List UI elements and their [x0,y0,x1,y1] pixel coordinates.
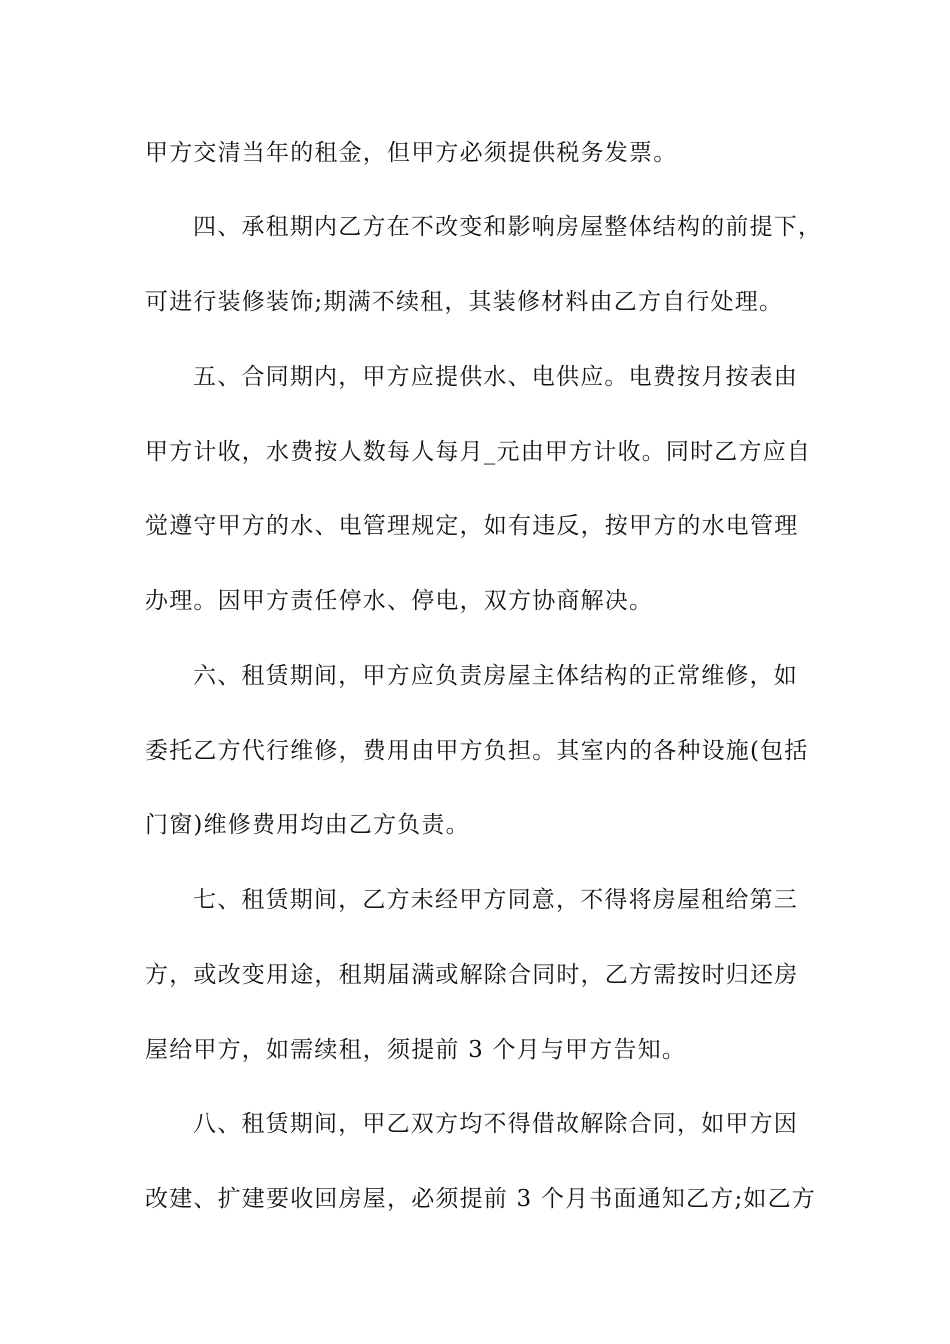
text-line: 可进行装修装饰;期满不续租，其装修材料由乙方自行处理。 [145,289,784,315]
text-line: 觉遵守甲方的水、电管理规定，如有违反，按甲方的水电管理 [145,513,799,539]
text-line: 办理。因甲方责任停水、停电，双方协商解决。 [145,588,654,614]
paragraph-five-line: 五、合同期内，甲方应提供水、电供应。电费按月按表由 [193,364,798,390]
text-line: 门窗)维修费用均由乙方负责。 [145,812,470,838]
text-line: 甲方计收，水费按人数每人每月_元由甲方计收。同时乙方应自 [145,439,812,465]
text-line: 屋给甲方，如需续租，须提前 3 个月与甲方告知。 [145,1037,687,1063]
text-line: 甲方交清当年的租金，但甲方必须提供税务发票。 [145,140,678,166]
paragraph-four-line: 四、承租期内乙方在不改变和影响房屋整体结构的前提下， [193,214,823,240]
paragraph-seven-line: 七、租赁期间，乙方未经甲方同意，不得将房屋租给第三 [193,887,798,913]
paragraph-six-line: 六、租赁期间，甲方应负责房屋主体结构的正常维修，如 [193,663,798,689]
text-line: 改建、扩建要收回房屋，必须提前 3 个月书面通知乙方;如乙方 [145,1186,817,1212]
text-line: 方，或改变用途，租期届满或解除合同时，乙方需按时归还房 [145,962,799,988]
text-line: 委托乙方代行维修，费用由甲方负担。其室内的各种设施(包括 [145,738,809,764]
paragraph-eight-line: 八、租赁期间，甲乙双方均不得借故解除合同，如甲方因 [193,1111,798,1137]
